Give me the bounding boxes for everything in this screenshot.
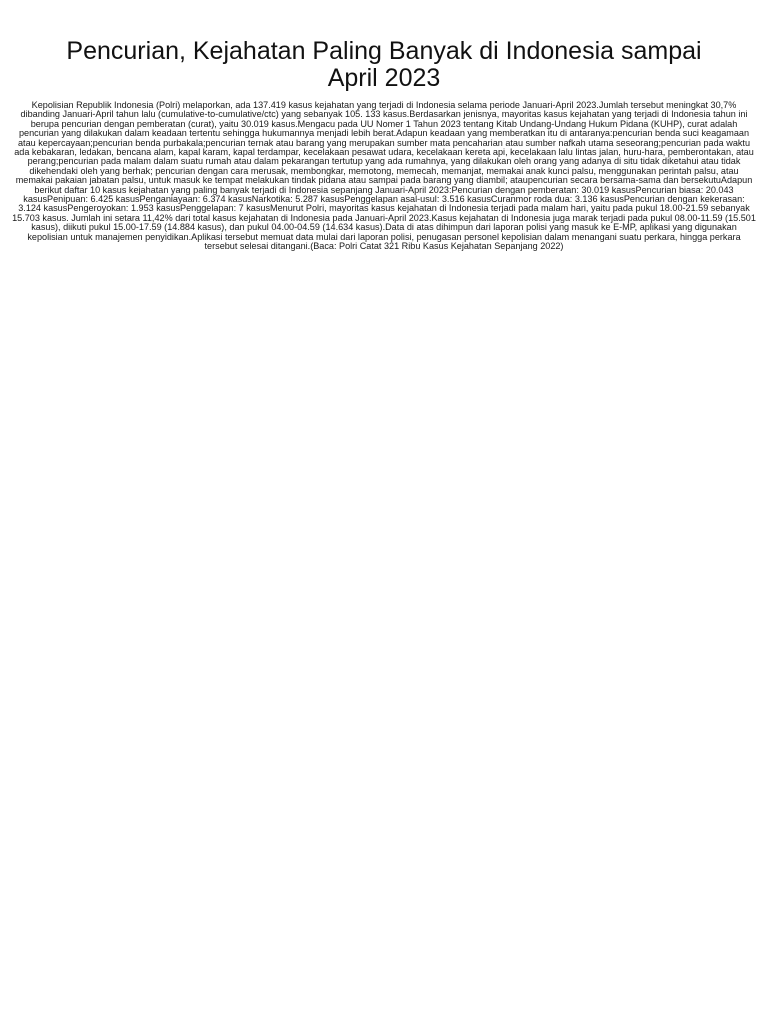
document-title: Pencurian, Kejahatan Paling Banyak di Indonesia sampai April 2023 [66,37,702,92]
document-body-text: Kepolisian Republik Indonesia (Polri) melaporkan, ada 137.419 kasus kejahatan yang terjadi di Indonesia selama periode Januari-April 2023.Jumlah tersebut meningkat 30,7% dibanding Januari-April tahun lalu (cumulative-to-cumulative/ctc) yang sebanyak 105. 133 kasus.Berdasarkan jenisnya, mayoritas kasus kejahatan yang terjadi di Indonesia tahun ini berupa pencurian dengan pemberatan (curat), yaitu 30.019 kasus.Mengacu pada UU Nomer 1 Tahun 2023 tentang Kitab Undang-Undang Hukum Pidana (KUHP), curat adalah pencurian yang dilakukan dalam keadaan tertentu sehingga hukumannya menjadi lebih berat.Adapun keadaan yang memberatkan itu di antaranya:pencurian benda suci keagamaan atau kepercayaan;pencurian benda purbakala;pencurian ternak atau barang yang merupakan sumber mata pencaharian atau sumber nafkah utama seseorang;pencurian pada waktu ada kebakaran, ledakan, bencana alam, kapal karam, kapal terdampar, kecelakaan pesawat udara, kecelakaan kereta api, kecelakaan lalu lintas jalan, huru-hara, pemberontakan, atau perang;pencurian pada malam dalam suatu rumah atau dalam pekarangan tertutup yang ada rumahnya, yang dilakukan oleh orang yang adanya di situ tidak diketahui atau tidak dikehendaki oleh yang berhak; pencurian dengan cara merusak, membongkar, memotong, memecah, memanjat, memakai anak kunci palsu, menggunakan perintah palsu, atau memakai pakaian jabatan palsu, untuk masuk ke tempat melakukan tindak pidana atau sampai pada barang yang diambil; ataupencurian secara bersama-sama dan bersekutuAdapun berikut daftar 10 kasus kejahatan yang paling banyak terjadi di Indonesia sepanjang Januari-April 2023:Pencurian dengan pemberatan: 30.019 kasusPencurian biasa: 20.043 kasusPenipuan: 6.425 kasusPenganiayaan: 6.374 kasusNarkotika: 5.287 kasusPenggelapan asal-usul: 3.516 kasusCuranmor roda dua: 3.136 kasusPencurian dengan kekerasan: 3.124 kasusPengeroyokan: 1.953 kasusPenggelapan: 7 kasusMenurut Polri, mayoritas kasus kejahatan di Indonesia terjadi pada malam hari, yaitu pada pukul 18.00-21.59 sebanyak 15.703 kasus. Jumlah ini setara 11,42% dari total kasus kejahatan di Indonesia pada Januari-April 2023.Kasus kejahatan di Indonesia juga marak terjadi pada pukul 08.00-11.59 (15.501 kasus), diikuti pukul 15.00-17.59 (14.884 kasus), dan pukul 04.00-04.59 (14.634 kasus).Data di atas dihimpun dari laporan polisi yang masuk ke E-MP, aplikasi yang digunakan kepolisian untuk manajemen penyidikan.Aplikasi tersebut memuat data mulai dari laporan polisi, penugasan personel kepolisian dalam menangani suatu perkara, hingga perkara tersebut selesai ditangani.(Baca: Polri Catat 321 Ribu Kasus Kejahatan Sepanjang 2022) [12,100,756,252]
